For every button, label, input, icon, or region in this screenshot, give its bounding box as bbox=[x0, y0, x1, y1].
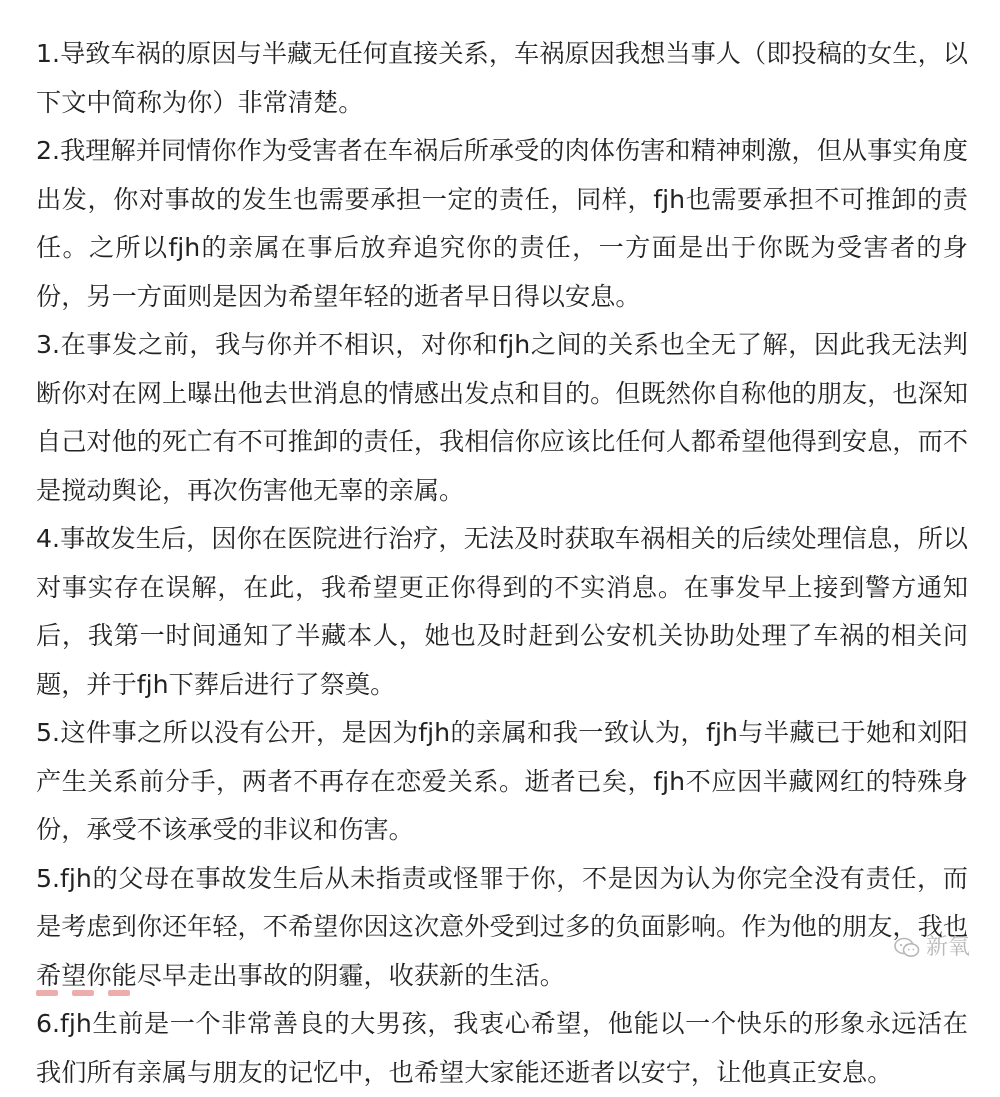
paragraph-3: 3.在事发之前，我与你并不相识，对你和fjh之间的关系也全无了解，因此我无法判断你对在网上曝出他去世消息的情感出发点和目的。但既然你自称他的朋友，也深知自己对他的死亡有不可推卸的责任，我相信你应该比任何人都希望他得到安息，而不是搅动舆论，再次伤害他无辜的亲属。 bbox=[36, 330, 968, 505]
paragraph-1: 1.导致车祸的原因与半藏无任何直接关系，车祸原因我想当事人（即投稿的女生，以下文中简称为你）非常清楚。 bbox=[36, 39, 968, 117]
paragraph-2: 2.我理解并同情你作为受害者在车祸后所承受的肉体伤害和精神刺激，但从事实角度出发，你对事故的发生也需要承担一定的责任，同样，fjh也需要承担不可推卸的责任。之所以fjh的亲属在事后放弃追究你的责任，一方面是出于你既为受害者的身份，另一方面则是因为希望年轻的逝者早日得以安息。 bbox=[36, 136, 968, 311]
cutoff-text-fragment bbox=[36, 990, 156, 998]
watermark bbox=[894, 936, 970, 960]
paragraph-5: 5.这件事之所以没有公开，是因为fjh的亲属和我一致认为，fjh与半藏已于她和刘阳产生关系前分手，两者不再存在恋爱关系。逝者已矣，fjh不应因半藏网红的特殊身份，承受不该承受的非议和伤害。 bbox=[36, 718, 968, 844]
wechat-icon bbox=[894, 937, 920, 959]
watermark-text: 新氧 bbox=[925, 935, 970, 960]
paragraph-4: 4.事故发生后，因你在医院进行治疗，无法及时获取车祸相关的后续处理信息，所以对事实存在误解，在此，我希望更正你得到的不实消息。在事发早上接到警方通知后，我第一时间通知了半藏本人，她也及时赶到公安机关协助处理了车祸的相关问题，并于fjh下葬后进行了祭奠。 bbox=[36, 524, 968, 699]
paragraph-7: 6.fjh生前是一个非常善良的大男孩，我衷心希望，他能以一个快乐的形象永远活在我们所有亲属与朋友的记忆中，也希望大家能还逝者以安宁，让他真正安息。 bbox=[36, 1009, 968, 1087]
paragraph-6: 5.fjh的父母在事故发生后从未指责或怪罪于你，不是因为认为你完全没有责任，而是考虑到你还年轻，不希望你因这次意外受到过多的负面影响。作为他的朋友，我也希望你能尽早走出事故的阴霾，收获新的生活。 bbox=[36, 863, 968, 990]
